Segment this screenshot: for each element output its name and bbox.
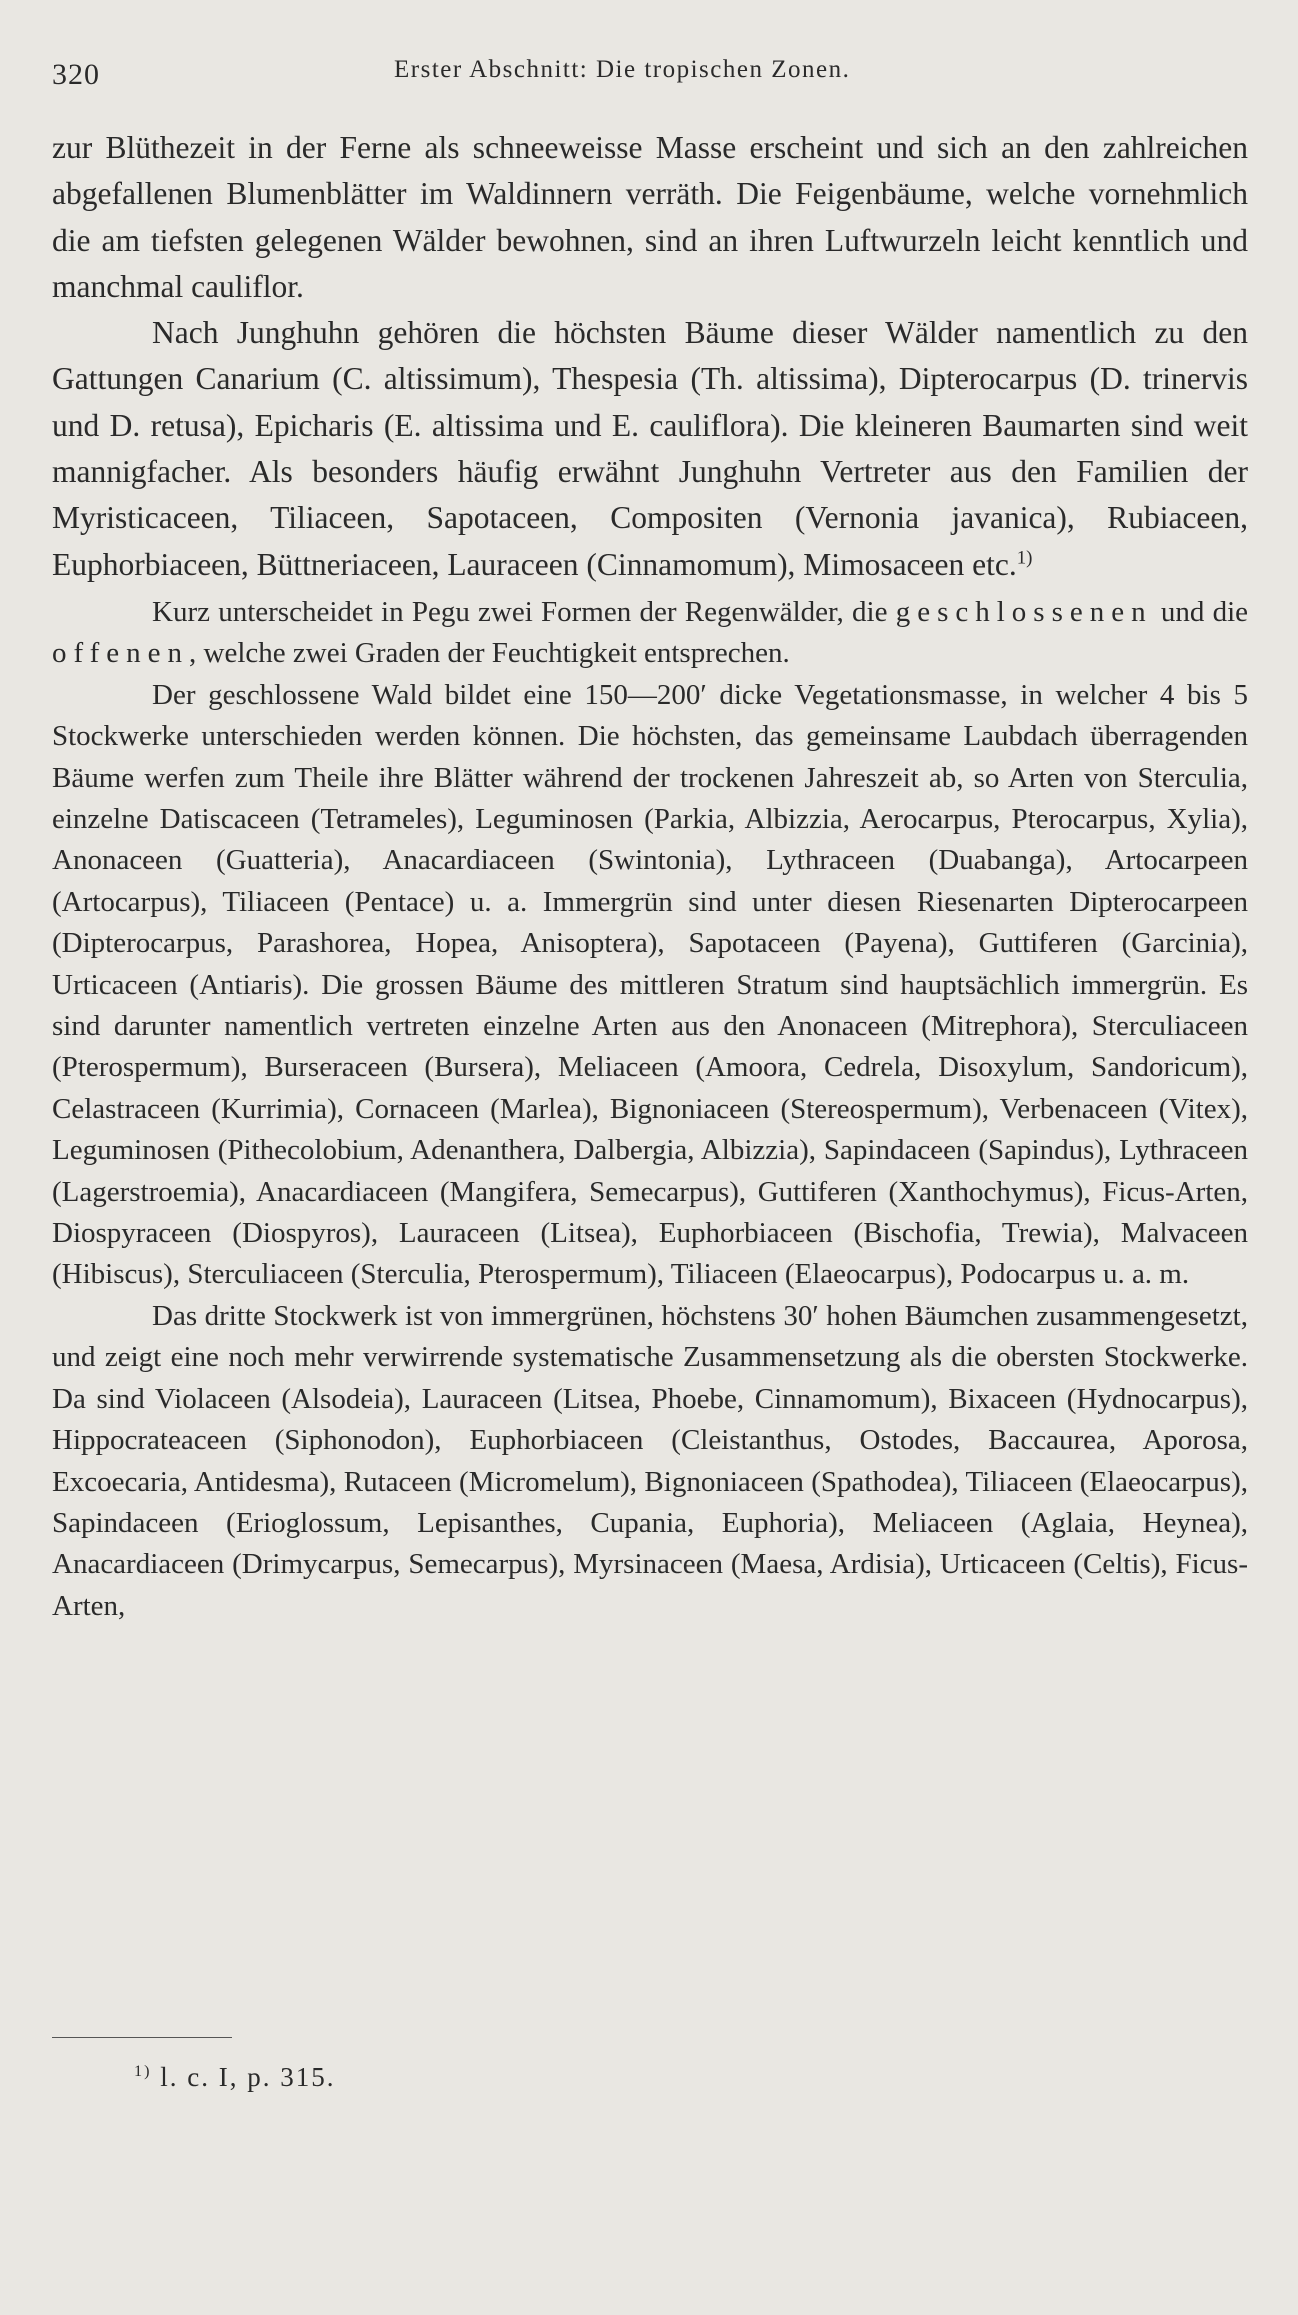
paragraph-3-start: Kurz unterscheidet in Pegu zwei Formen der Regenwälder, die — [152, 595, 896, 628]
footnote — [134, 2062, 335, 2093]
paragraph-5: Das dritte Stockwerk ist von immergrünen, höchstens 30′ hohen Bäumchen zusammengesetzt, und zeigt eine noch mehr verwirrende systematische Zusammensetzung als die obersten Stockwerke. Da sind Violaceen (Alsodeia), Lauraceen (Litsea, Phoebe, Cinnamomum), Bixaceen (Hydnocarpus), Hippocrateaceen (Siphonodon), Euphorbiaceen (Cleistanthus, Ostodes, Baccaurea, Aporosa, Excoecaria, Antidesma), Rutaceen (Micromelum), Bignoniaceen (Spathodea), Tiliaceen (Elaeocarpus), Sapindaceen (Erioglossum, Lepisanthes, Cupania, Euphoria), Meliaceen (Aglaia, Heynea), Anacardiaceen (Drimycarpus, Semecarpus), Myrsinaceen (Maesa, Ardisia), Urticaceen (Celtis), Ficus-Arten, — [52, 1299, 1248, 1622]
footnote-reference: 1) — [1016, 547, 1033, 569]
footnote-text: l. c. I, p. 315. — [151, 2062, 336, 2092]
body-text — [52, 125, 1248, 1627]
paragraph-2-text: Nach Junghuhn gehören die höchsten Bäume dieser Wälder namentlich zu den Gattungen Canarium (C. altissimum), Thespesia (Th. altissima), Dipterocarpus (D. trinervis und D. retusa), Epicharis (E. altissima und E. cauliflora). Die kleineren Baumarten sind weit mannigfacher. Als besonders häufig erwähnt Junghuhn Vertreter aus den Familien der Myristicaceen, Tiliaceen, Sapotaceen, Compositen (Vernonia javanica), Rubiaceen, Euphorbiaceen, Büttneriaceen, Lauraceen (Cinnamomum), Mimosaceen etc. — [52, 315, 1248, 582]
paragraph-3 — [52, 592, 1248, 675]
footnote-mark: 1) — [134, 2062, 152, 2080]
running-head: Erster Abschnitt: Die tropischen Zonen. — [394, 56, 851, 83]
footnote-divider — [52, 2037, 232, 2038]
paragraph-3-end: , welche zwei Graden der Feuchtigkeit entsprechen. — [189, 637, 790, 670]
term-offenen: offenen — [52, 637, 190, 670]
paragraph-2 — [52, 310, 1248, 588]
page-number: 320 — [52, 58, 100, 91]
paragraph-4: Der geschlossene Wald bildet eine 150—200′ dicke Vegetationsmasse, in welcher 4 bis 5 Stockwerke unterschieden werden können. Die höchsten, das gemeinsame Laubdach überragenden Bäume werfen zum Theile ihre Blätter während der trockenen Jahreszeit ab, so Arten von Sterculia, einzelne Datiscaceen (Tetrameles), Leguminosen (Parkia, Albizzia, Aerocarpus, Pterocarpus, Xylia), Anonaceen (Guatteria), Anacardiaceen (Swintonia), Lythraceen (Duabanga), Artocarpeen (Artocarpus), Tiliaceen (Pentace) u. a. Immergrün sind unter diesen Riesenarten Dipterocarpeen (Dipterocarpus, Parashorea, Hopea, Anisoptera), Sapotaceen (Payena), Guttiferen (Garcinia), Urticaceen (Antiaris). Die grossen Bäume des mittleren Stratum sind hauptsächlich immergrün. Es sind darunter namentlich vertreten einzelne Arten aus den Anonaceen (Mitrephora), Sterculiaceen (Pterospermum), Burseraceen (Bursera), Meliaceen (Amoora, Cedrela, Disoxylum, Sandoricum), Celastraceen (Kurrimia), Cornaceen (Marlea), Bignoniaceen (Stereospermum), Verbenaceen (Vitex), Leguminosen (Pithecolobium, Adenanthera, Dalbergia, Albizzia), Sapindaceen (Sapindus), Lythraceen (Lagerstroemia), Anacardiaceen (Mangifera, Semecarpus), Guttiferen (Xanthochymus), Ficus-Arten, Diospyraceen (Diospyros), Lauraceen (Litsea), Euphorbiaceen (Bischofia, Trewia), Malvaceen (Hibiscus), Sterculiaceen (Sterculia, Pterospermum), Tiliaceen (Elaeocarpus), Podocarpus u. a. m. — [52, 678, 1248, 1291]
term-geschlossenen: geschlossenen — [895, 595, 1153, 628]
page-header — [52, 50, 1252, 90]
paragraph-1: zur Blüthezeit in der Ferne als schneeweisse Masse erscheint und sich an den zahlreichen abgefallenen Blumenblätter im Waldinnern verräth. Die Feigenbäume, welche vornehmlich die am tiefsten gelegenen Wälder bewohnen, sind an ihren Luftwurzeln leicht kenntlich und manchmal cauliflor. — [52, 130, 1248, 304]
paragraph-3-mid: und die — [1152, 595, 1248, 628]
